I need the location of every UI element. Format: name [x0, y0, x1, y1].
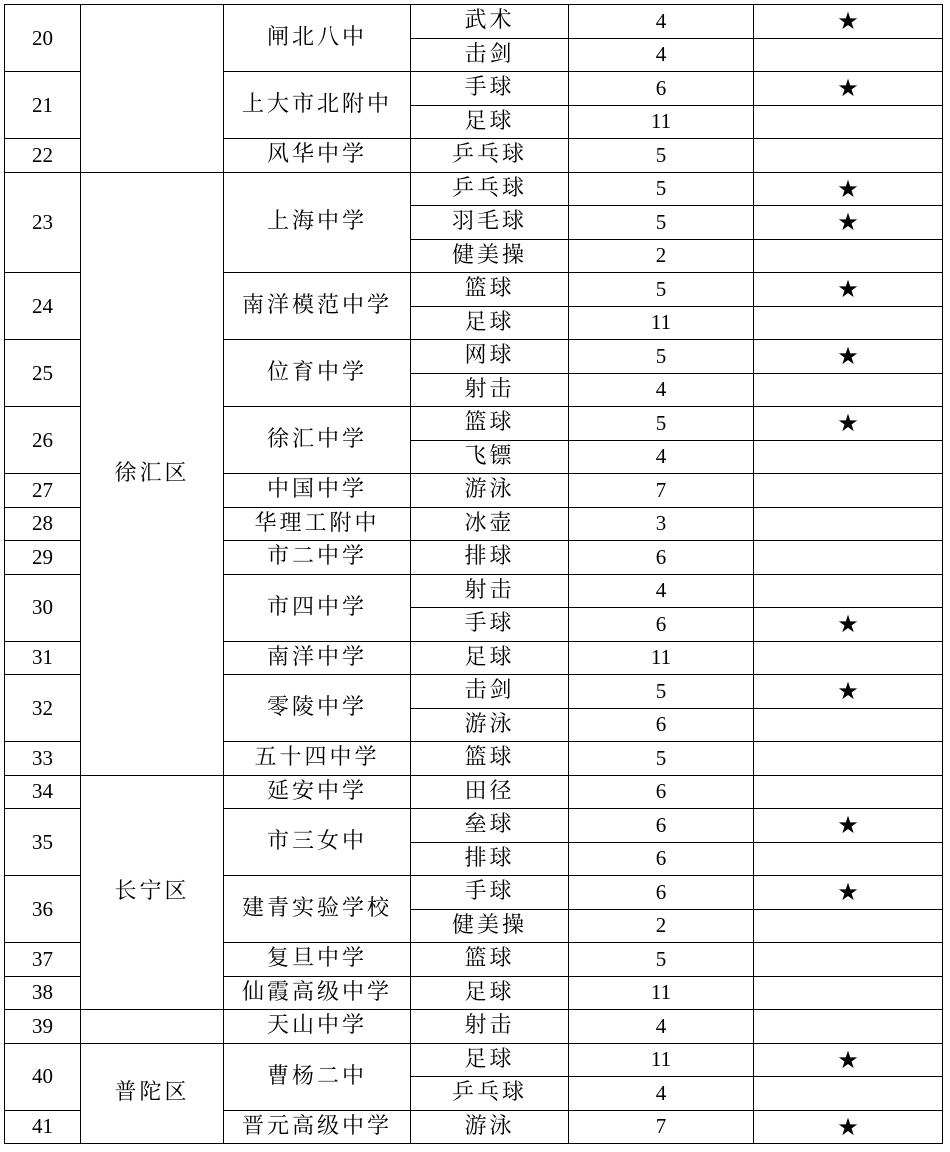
- sport-name: 足球: [411, 306, 569, 340]
- table-row: [5, 775, 943, 809]
- row-number: 26: [5, 407, 81, 474]
- sport-name: 射击: [411, 1010, 569, 1044]
- sport-name: 足球: [411, 976, 569, 1010]
- district-name: 长宁区: [81, 775, 224, 1010]
- star-mark: [754, 306, 943, 340]
- star-mark: [754, 775, 943, 809]
- star-mark: [754, 876, 943, 910]
- sport-name: 垒球: [411, 809, 569, 843]
- sport-name: 手球: [411, 876, 569, 910]
- athlete-count: 6: [569, 842, 754, 876]
- star-mark: [754, 641, 943, 675]
- star-icon: ★: [837, 342, 859, 371]
- row-number: 37: [5, 943, 81, 977]
- sport-name: 射击: [411, 574, 569, 608]
- school-name: 南洋中学: [224, 641, 411, 675]
- sport-name: 健美操: [411, 239, 569, 273]
- sport-name: 手球: [411, 72, 569, 106]
- star-mark: [754, 139, 943, 173]
- row-number: 32: [5, 675, 81, 742]
- sport-name: 田径: [411, 775, 569, 809]
- athlete-count: 5: [569, 340, 754, 374]
- school-name: 市二中学: [224, 541, 411, 575]
- school-name: 中国中学: [224, 474, 411, 508]
- sport-name: 足球: [411, 105, 569, 139]
- row-number: 28: [5, 507, 81, 541]
- athlete-count: 5: [569, 675, 754, 709]
- sport-name: 足球: [411, 1043, 569, 1077]
- table-row: [5, 172, 943, 206]
- sport-name: 篮球: [411, 943, 569, 977]
- star-mark: [754, 474, 943, 508]
- district-name: [81, 1010, 224, 1044]
- athlete-count: 4: [569, 440, 754, 474]
- star-mark: [754, 206, 943, 240]
- sport-name: 乒乓球: [411, 172, 569, 206]
- school-name: 晋元高级中学: [224, 1110, 411, 1144]
- star-mark: [754, 72, 943, 106]
- star-mark: [754, 909, 943, 943]
- athlete-count: 7: [569, 474, 754, 508]
- row-number: 41: [5, 1110, 81, 1144]
- school-name: 五十四中学: [224, 742, 411, 776]
- star-icon: ★: [837, 610, 859, 639]
- star-mark: [754, 742, 943, 776]
- row-number: 23: [5, 172, 81, 273]
- row-number: 38: [5, 976, 81, 1010]
- sport-name: 乒乓球: [411, 1077, 569, 1111]
- school-name: 仙霞高级中学: [224, 976, 411, 1010]
- sport-name: 武术: [411, 5, 569, 39]
- sport-name: 篮球: [411, 742, 569, 776]
- athlete-count: 11: [569, 105, 754, 139]
- star-mark: [754, 675, 943, 709]
- athlete-count: 4: [569, 1010, 754, 1044]
- star-mark: [754, 239, 943, 273]
- star-mark: [754, 842, 943, 876]
- athlete-count: 5: [569, 407, 754, 441]
- athlete-count: 4: [569, 5, 754, 39]
- school-name: 位育中学: [224, 340, 411, 407]
- school-name: 闸北八中: [224, 5, 411, 72]
- star-mark: [754, 943, 943, 977]
- athlete-count: 5: [569, 943, 754, 977]
- row-number: 39: [5, 1010, 81, 1044]
- sport-name: 健美操: [411, 909, 569, 943]
- sport-name: 游泳: [411, 1110, 569, 1144]
- athlete-count: 6: [569, 72, 754, 106]
- school-name: 市三女中: [224, 809, 411, 876]
- athlete-count: 5: [569, 139, 754, 173]
- row-number: 20: [5, 5, 81, 72]
- star-mark: [754, 574, 943, 608]
- athlete-count: 5: [569, 742, 754, 776]
- sport-name: 游泳: [411, 708, 569, 742]
- athlete-count: 6: [569, 775, 754, 809]
- school-name: 徐汇中学: [224, 407, 411, 474]
- row-number: 22: [5, 139, 81, 173]
- row-number: 40: [5, 1043, 81, 1110]
- athlete-count: 6: [569, 809, 754, 843]
- school-name: 上海中学: [224, 172, 411, 273]
- sport-name: 排球: [411, 842, 569, 876]
- sport-name: 排球: [411, 541, 569, 575]
- sport-name: 游泳: [411, 474, 569, 508]
- sport-name: 羽毛球: [411, 206, 569, 240]
- star-mark: [754, 440, 943, 474]
- sport-name: 篮球: [411, 273, 569, 307]
- athlete-count: 11: [569, 1043, 754, 1077]
- star-mark: [754, 373, 943, 407]
- star-mark: [754, 507, 943, 541]
- sport-name: 手球: [411, 608, 569, 642]
- school-name: 复旦中学: [224, 943, 411, 977]
- table-row: [5, 1010, 943, 1044]
- star-mark: [754, 1110, 943, 1144]
- school-name: 华理工附中: [224, 507, 411, 541]
- athlete-count: 2: [569, 239, 754, 273]
- sport-name: 击剑: [411, 38, 569, 72]
- sport-name: 乒乓球: [411, 139, 569, 173]
- athlete-count: 11: [569, 976, 754, 1010]
- row-number: 24: [5, 273, 81, 340]
- row-number: 25: [5, 340, 81, 407]
- row-number: 31: [5, 641, 81, 675]
- star-mark: [754, 340, 943, 374]
- district-name: 徐汇区: [81, 172, 224, 775]
- star-icon: ★: [837, 1045, 859, 1074]
- sport-name: 射击: [411, 373, 569, 407]
- table-body: [5, 5, 943, 1144]
- sport-name: 飞镖: [411, 440, 569, 474]
- row-number: 27: [5, 474, 81, 508]
- athlete-count: 4: [569, 1077, 754, 1111]
- school-name: 零陵中学: [224, 675, 411, 742]
- star-mark: [754, 809, 943, 843]
- athlete-count: 6: [569, 608, 754, 642]
- table-row: [5, 1043, 943, 1077]
- star-icon: ★: [837, 878, 859, 907]
- row-number: 21: [5, 72, 81, 139]
- star-icon: ★: [837, 7, 859, 36]
- athlete-count: 3: [569, 507, 754, 541]
- athlete-count: 2: [569, 909, 754, 943]
- school-name: 建青实验学校: [224, 876, 411, 943]
- athlete-count: 5: [569, 206, 754, 240]
- athlete-count: 5: [569, 172, 754, 206]
- row-number: 29: [5, 541, 81, 575]
- star-icon: ★: [837, 275, 859, 304]
- star-mark: [754, 976, 943, 1010]
- row-number: 35: [5, 809, 81, 876]
- row-number: 30: [5, 574, 81, 641]
- star-mark: [754, 1010, 943, 1044]
- school-name: 市四中学: [224, 574, 411, 641]
- table-row: [5, 5, 943, 39]
- athlete-count: 7: [569, 1110, 754, 1144]
- star-mark: [754, 273, 943, 307]
- athlete-count: 6: [569, 541, 754, 575]
- row-number: 34: [5, 775, 81, 809]
- school-sports-table: [4, 4, 943, 1144]
- sport-name: 网球: [411, 340, 569, 374]
- star-icon: ★: [837, 74, 859, 103]
- athlete-count: 4: [569, 38, 754, 72]
- district-name: [81, 5, 224, 173]
- school-sports-table-container: [4, 4, 942, 1149]
- star-mark: [754, 5, 943, 39]
- star-icon: ★: [837, 174, 859, 203]
- star-mark: [754, 38, 943, 72]
- row-number: 33: [5, 742, 81, 776]
- athlete-count: 6: [569, 708, 754, 742]
- athlete-count: 4: [569, 574, 754, 608]
- sport-name: 冰壶: [411, 507, 569, 541]
- district-name: 普陀区: [81, 1043, 224, 1144]
- athlete-count: 5: [569, 273, 754, 307]
- star-icon: ★: [837, 1112, 859, 1141]
- athlete-count: 6: [569, 876, 754, 910]
- school-name: 曹杨二中: [224, 1043, 411, 1110]
- star-icon: ★: [837, 811, 859, 840]
- star-icon: ★: [837, 409, 859, 438]
- school-name: 延安中学: [224, 775, 411, 809]
- school-name: 南洋模范中学: [224, 273, 411, 340]
- athlete-count: 11: [569, 306, 754, 340]
- school-name: 上大市北附中: [224, 72, 411, 139]
- school-name: 风华中学: [224, 139, 411, 173]
- star-mark: [754, 1043, 943, 1077]
- athlete-count: 11: [569, 641, 754, 675]
- star-mark: [754, 708, 943, 742]
- row-number: 36: [5, 876, 81, 943]
- star-mark: [754, 608, 943, 642]
- sport-name: 篮球: [411, 407, 569, 441]
- star-icon: ★: [837, 208, 859, 237]
- star-mark: [754, 105, 943, 139]
- sport-name: 击剑: [411, 675, 569, 709]
- star-mark: [754, 172, 943, 206]
- star-mark: [754, 1077, 943, 1111]
- star-icon: ★: [837, 677, 859, 706]
- star-mark: [754, 541, 943, 575]
- athlete-count: 4: [569, 373, 754, 407]
- school-name: 天山中学: [224, 1010, 411, 1044]
- star-mark: [754, 407, 943, 441]
- sport-name: 足球: [411, 641, 569, 675]
